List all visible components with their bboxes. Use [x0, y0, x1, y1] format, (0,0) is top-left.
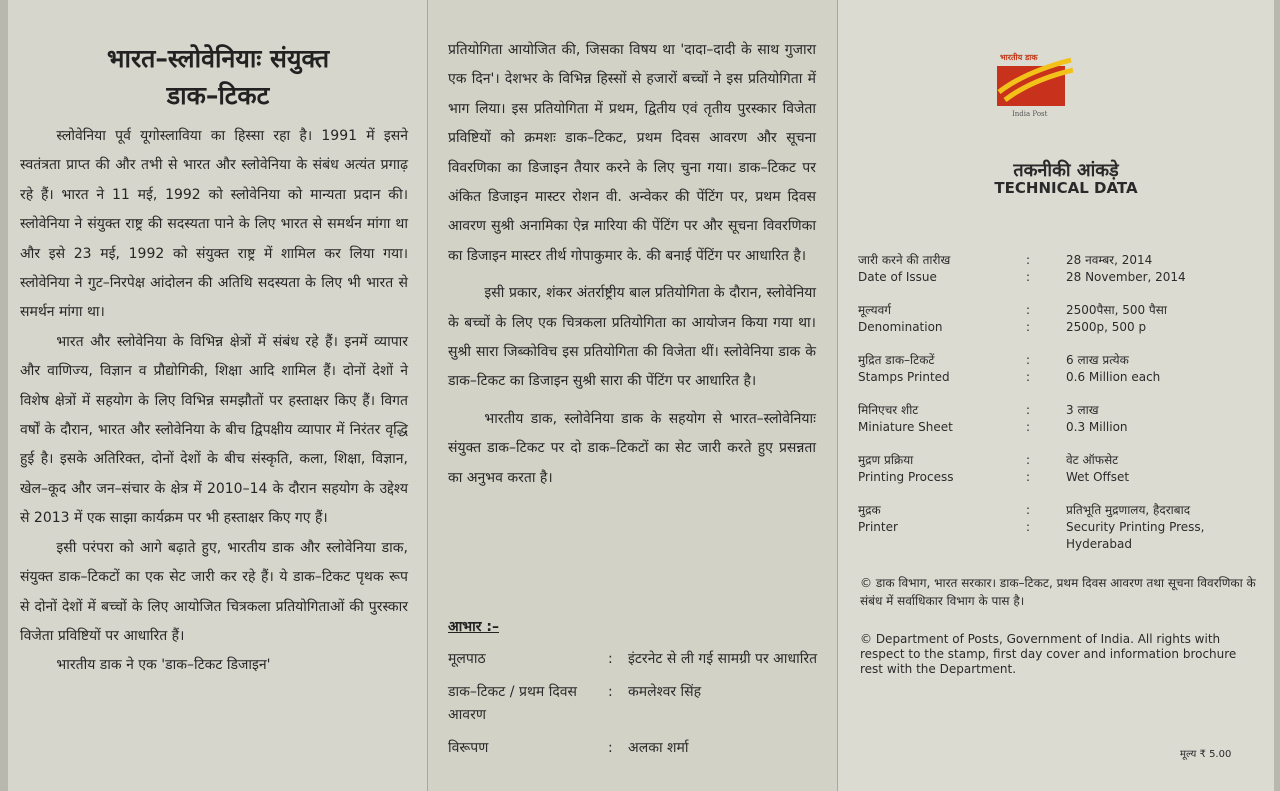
- paragraph: इसी परंपरा को आगे बढ़ाते हुए, भारतीय डाक और स्लोवेनिया डाक, संयुक्त डाक–टिकटों का एक सेट जारी कर रहे हैं। ये डाक–टिकट पृथक रूप से दोनों देशों में बच्चों के लिए आयोजित चित्रकला प्रतियोगिताओं की पुरस्कार विजेता प्रविष्टियों पर आधारित हैं।: [20, 539, 408, 644]
- credit-label: मूलपाठ: [448, 651, 486, 667]
- tech-separator: :: [1026, 470, 1031, 484]
- credit-label: विरूपण: [448, 740, 489, 756]
- credits-list: [448, 648, 818, 770]
- credit-separator: :: [608, 740, 613, 756]
- tech-value: 0.6 Million each: [1066, 370, 1161, 384]
- logo-caption: India Post: [1012, 110, 1048, 118]
- tech-row-miniature-sheet: [858, 402, 1258, 436]
- brochure-panel-right: [838, 0, 1274, 791]
- tech-separator: :: [1026, 453, 1031, 467]
- technical-data-heading-hindi: तकनीकी आंकड़े: [1013, 160, 1119, 181]
- intro-text: [20, 122, 408, 681]
- tech-label: Printing Process: [858, 470, 954, 484]
- paragraph: प्रतियोगिता आयोजित की, जिसका विषय था 'दादा–दादी के साथ गुजारा एक दिन'। देशभर के विभिन्न हिस्सों से हजारों बच्चों ने इस प्रतियोगिता में भाग लिया। इस प्रतियोगिता में प्रथम, द्वितीय एवं तृतीय पुरस्कार विजेता प्रविष्टियों को क्रमशः डाक–टिकट, प्रथम दिवस आवरण और सूचना विवरणिका का डिजाइन तैयार करने के लिए चुना गया। डाक–टिकट पर अंकित डिजाइन मास्टर रोशन वी. अन्वेकर की पेंटिंग पर, प्रथम दिवस आवरण सुश्री अनामिका ऐन्न मारिया की पेंटिंग पर और सूचना विवरणिका का डिजाइन मास्टर तीर्थ गोपाकुमार के. की बनाई पेंटिंग पर आधारित है।: [448, 42, 816, 264]
- price-label: मूल्य ₹ 5.00: [1180, 749, 1232, 760]
- credit-row: [448, 648, 818, 671]
- tech-value-hindi: प्रतिभूति मुद्रणालय, हैदराबाद: [1066, 503, 1191, 517]
- copyright-hindi: © डाक विभाग, भारत सरकार। डाक–टिकट, प्रथम दिवस आवरण तथा सूचना विवरणिका के संबंध में सर्वाधिकार विभाग के पास है।: [860, 576, 1256, 608]
- tech-separator: :: [1026, 270, 1031, 284]
- brochure-panel-left: [8, 0, 428, 791]
- tech-value: Security Printing Press, Hyderabad: [1066, 520, 1205, 551]
- tech-separator: :: [1026, 503, 1031, 517]
- paragraph: स्लोवेनिया पूर्व यूगोस्लाविया का हिस्सा रहा है। 1991 में इसने स्वतंत्रता प्राप्त की और तभी से भारत और स्लोवेनिया के संबंध अत्यंत प्रगाढ़ रहे हैं। भारत ने 11 मई, 1992 को स्लोवेनिया को मान्यता प्रदान की। स्लोवेनिया ने संयुक्त राष्ट्र की सदस्यता पाने के लिए भारत से समर्थन मांगा था और इसे 23 मई, 1992 को संयुक्त राष्ट्र में शामिल कर लिया गया। स्लोवेनिया ने गुट–निरपेक्ष आंदोलन की अतिथि सदस्यता के लिए भी भारत से समर्थन मांगा था।: [20, 128, 408, 321]
- tech-value-hindi: वेट ऑफसेट: [1066, 453, 1119, 467]
- tech-label-hindi: जारी करने की तारीख: [858, 253, 951, 267]
- tech-label-hindi: मूल्यवर्ग: [858, 303, 892, 317]
- tech-label-hindi: मुद्रित डाक–टिकटें: [858, 353, 935, 367]
- title-line-1: भारत–स्लोवेनियाः संयुक्त: [106, 44, 330, 73]
- tech-separator: :: [1026, 353, 1031, 367]
- tech-separator: :: [1026, 420, 1031, 434]
- tech-label: Stamps Printed: [858, 370, 950, 384]
- tech-label: Printer: [858, 520, 898, 534]
- tech-separator: :: [1026, 303, 1031, 317]
- paragraph: भारत और स्लोवेनिया के विभिन्न क्षेत्रों में संबंध रहे हैं। इनमें व्यापार और वाणिज्य, विज्ञान व प्रौद्योगिकी, शिक्षा आदि शामिल हैं। दोनों देशों ने विशेष क्षेत्रों में सहयोग के लिए विभिन्न समझौतों पर हस्ताक्षर किए हैं। विगत वर्षों के दौरान, भारत और स्लोवेनिया के बीच द्विपक्षीय व्यापार में निरंतर वृद्धि हुई है। इसके अतिरिक्त, दोनों देशों के बीच संस्कृति, कला, शिक्षा, विज्ञान, खेल–कूद और जन–संचार के क्षेत्र में 2010–14 के दौरान सहयोग के उद्देश्य से 2013 में एक साझा कार्यक्रम पर भी हस्ताक्षर किए गए हैं।: [20, 333, 408, 527]
- tech-label: Date of Issue: [858, 270, 937, 284]
- continued-text: [448, 36, 816, 493]
- credit-row: [448, 737, 818, 760]
- tech-value-hindi: 2500पैसा, 500 पैसा: [1066, 303, 1167, 317]
- tech-label: Miniature Sheet: [858, 420, 953, 434]
- credits-heading: आभार :–: [448, 619, 499, 635]
- tech-label: Denomination: [858, 320, 943, 334]
- tech-value: 0.3 Million: [1066, 420, 1128, 434]
- tech-label-hindi: मिनिएचर शीट: [858, 403, 919, 417]
- tech-value: Wet Offset: [1066, 470, 1130, 484]
- tech-value: 28 November, 2014: [1066, 270, 1186, 284]
- paragraph: भारतीय डाक ने एक 'डाक–टिकट डिजाइन': [56, 657, 271, 674]
- tech-value: 2500p, 500 p: [1066, 320, 1147, 334]
- brochure-panel-middle: [428, 0, 838, 791]
- tech-row-stamps-printed: [858, 352, 1258, 386]
- tech-value-hindi: 28 नवम्बर, 2014: [1066, 253, 1153, 267]
- tech-value-hindi: 3 लाख: [1066, 403, 1099, 417]
- paragraph: इसी प्रकार, शंकर अंतर्राष्ट्रीय बाल प्रतियोगिता के दौरान, स्लोवेनिया के बच्चों के लिए एक चित्रकला प्रतियोगिता का आयोजन किया गया था। सुश्री सारा जिब्कोविच इस प्रतियोगिता की विजेता थीं। स्लोवेनिया डाक के डाक–टिकट का डिजाइन सुश्री सारा की पेंटिंग पर आधारित है।: [448, 285, 816, 390]
- credit-label: डाक–टिकट / प्रथम दिवस आवरण: [448, 684, 578, 723]
- tech-separator: :: [1026, 370, 1031, 384]
- technical-data-heading: TECHNICAL DATA: [994, 179, 1138, 197]
- technical-data-table: [858, 252, 1258, 569]
- title-line-2: डाक–टिकट: [166, 81, 270, 110]
- paragraph: भारतीय डाक, स्लोवेनिया डाक के सहयोग से भारत–स्लोवेनियाः संयुक्त डाक–टिकट पर दो डाक–टिकटों का सेट जारी करते हुए प्रसन्नता का अनुभव करता है।: [448, 410, 816, 486]
- tech-value-hindi: 6 लाख प्रत्येक: [1066, 353, 1129, 367]
- copyright-english: © Department of Posts, Government of India. All rights with respect to the stamp, first day cover and information brochure rest with the Department.: [860, 632, 1237, 676]
- credit-value: कमलेश्वर सिंह: [628, 684, 702, 700]
- logo-hindi-text: भारतीय डाक: [1000, 53, 1038, 62]
- tech-separator: :: [1026, 320, 1031, 334]
- tech-separator: :: [1026, 253, 1031, 267]
- credit-separator: :: [608, 684, 613, 700]
- tech-row-denomination: [858, 302, 1258, 336]
- tech-row-printing-process: [858, 452, 1258, 486]
- credit-separator: :: [608, 651, 613, 667]
- tech-row-printer: [858, 502, 1258, 553]
- tech-separator: :: [1026, 403, 1031, 417]
- tech-row-date: [858, 252, 1258, 286]
- credit-value: इंटरनेट से ली गई सामग्री पर आधारित: [628, 651, 818, 667]
- credit-value: अलका शर्मा: [628, 740, 689, 756]
- credit-row: [448, 681, 818, 727]
- tech-label-hindi: मुद्रण प्रक्रिया: [858, 453, 914, 467]
- tech-separator: :: [1026, 520, 1031, 534]
- brochure-title: [8, 40, 428, 114]
- tech-label-hindi: मुद्रक: [858, 503, 881, 517]
